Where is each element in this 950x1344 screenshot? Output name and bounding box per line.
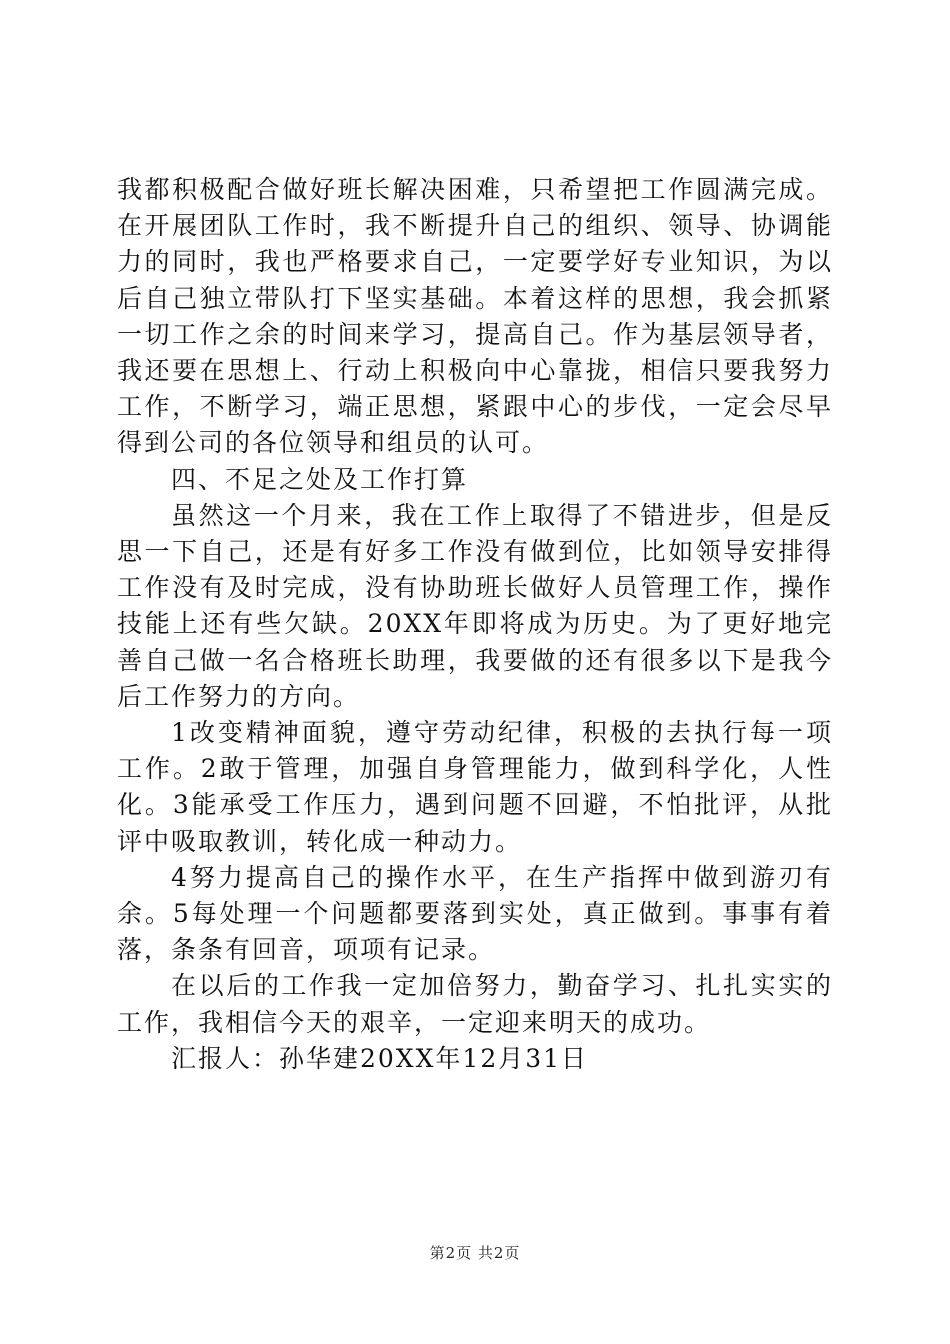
signature-line: 汇报人：孙华建20XX年12月31日 (171, 1043, 589, 1073)
document-body (117, 172, 833, 1077)
paragraph-reflection: 虽然这一个月来，我在工作上取得了不错进步，但是反思一下自己，还是有好多工作没有做到位，比如领导安排得工作没有及时完成，没有协助班长做好人员管理工作，操作技能上还有些欠缺。20XX年即将成为历史。为了更好地完善自己做一名合格班长助理，我要做的还有很多以下是我今后工作努力的方向。 (117, 500, 833, 711)
page-number-footer: 第2页 共2页 (429, 1244, 521, 1262)
paragraph-closing: 在以后的工作我一定加倍努力，勤奋学习、扎扎实实的工作，我相信今天的艰辛，一定迎来明天的成功。 (117, 971, 833, 1037)
section-heading: 四、不足之处及工作打算 (171, 464, 469, 494)
paragraph-plan-2: 4努力提高自己的操作水平，在生产指挥中做到游刃有余。5每处理一个问题都要落到实处，真正做到。事事有着落，条条有回音，项项有记录。 (117, 862, 833, 965)
paragraph-continuation: 我都积极配合做好班长解决困难，只希望把工作圆满完成。在开展团队工作时，我不断提升自己的组织、领导、协调能力的同时，我也严格要求自己，一定要学好专业知识，为以后自己独立带队打下坚实基础。本着这样的思想，我会抓紧一切工作之余的时间来学习，提高自己。作为基层领导者，我还要在思想上、行动上积极向中心靠拢，相信只要我努力工作，不断学习，端正思想，紧跟中心的步伐，一定会尽早得到公司的各位领导和组员的认可。 (117, 175, 833, 458)
paragraph-plan-1: 1改变精神面貌，遵守劳动纪律，积极的去执行每一项工作。2敢于管理，加强自身管理能力，做到科学化，人性化。3能承受工作压力，遇到问题不回避，不怕批评，从批评中吸取教训，转化成一种动力。 (117, 718, 833, 856)
